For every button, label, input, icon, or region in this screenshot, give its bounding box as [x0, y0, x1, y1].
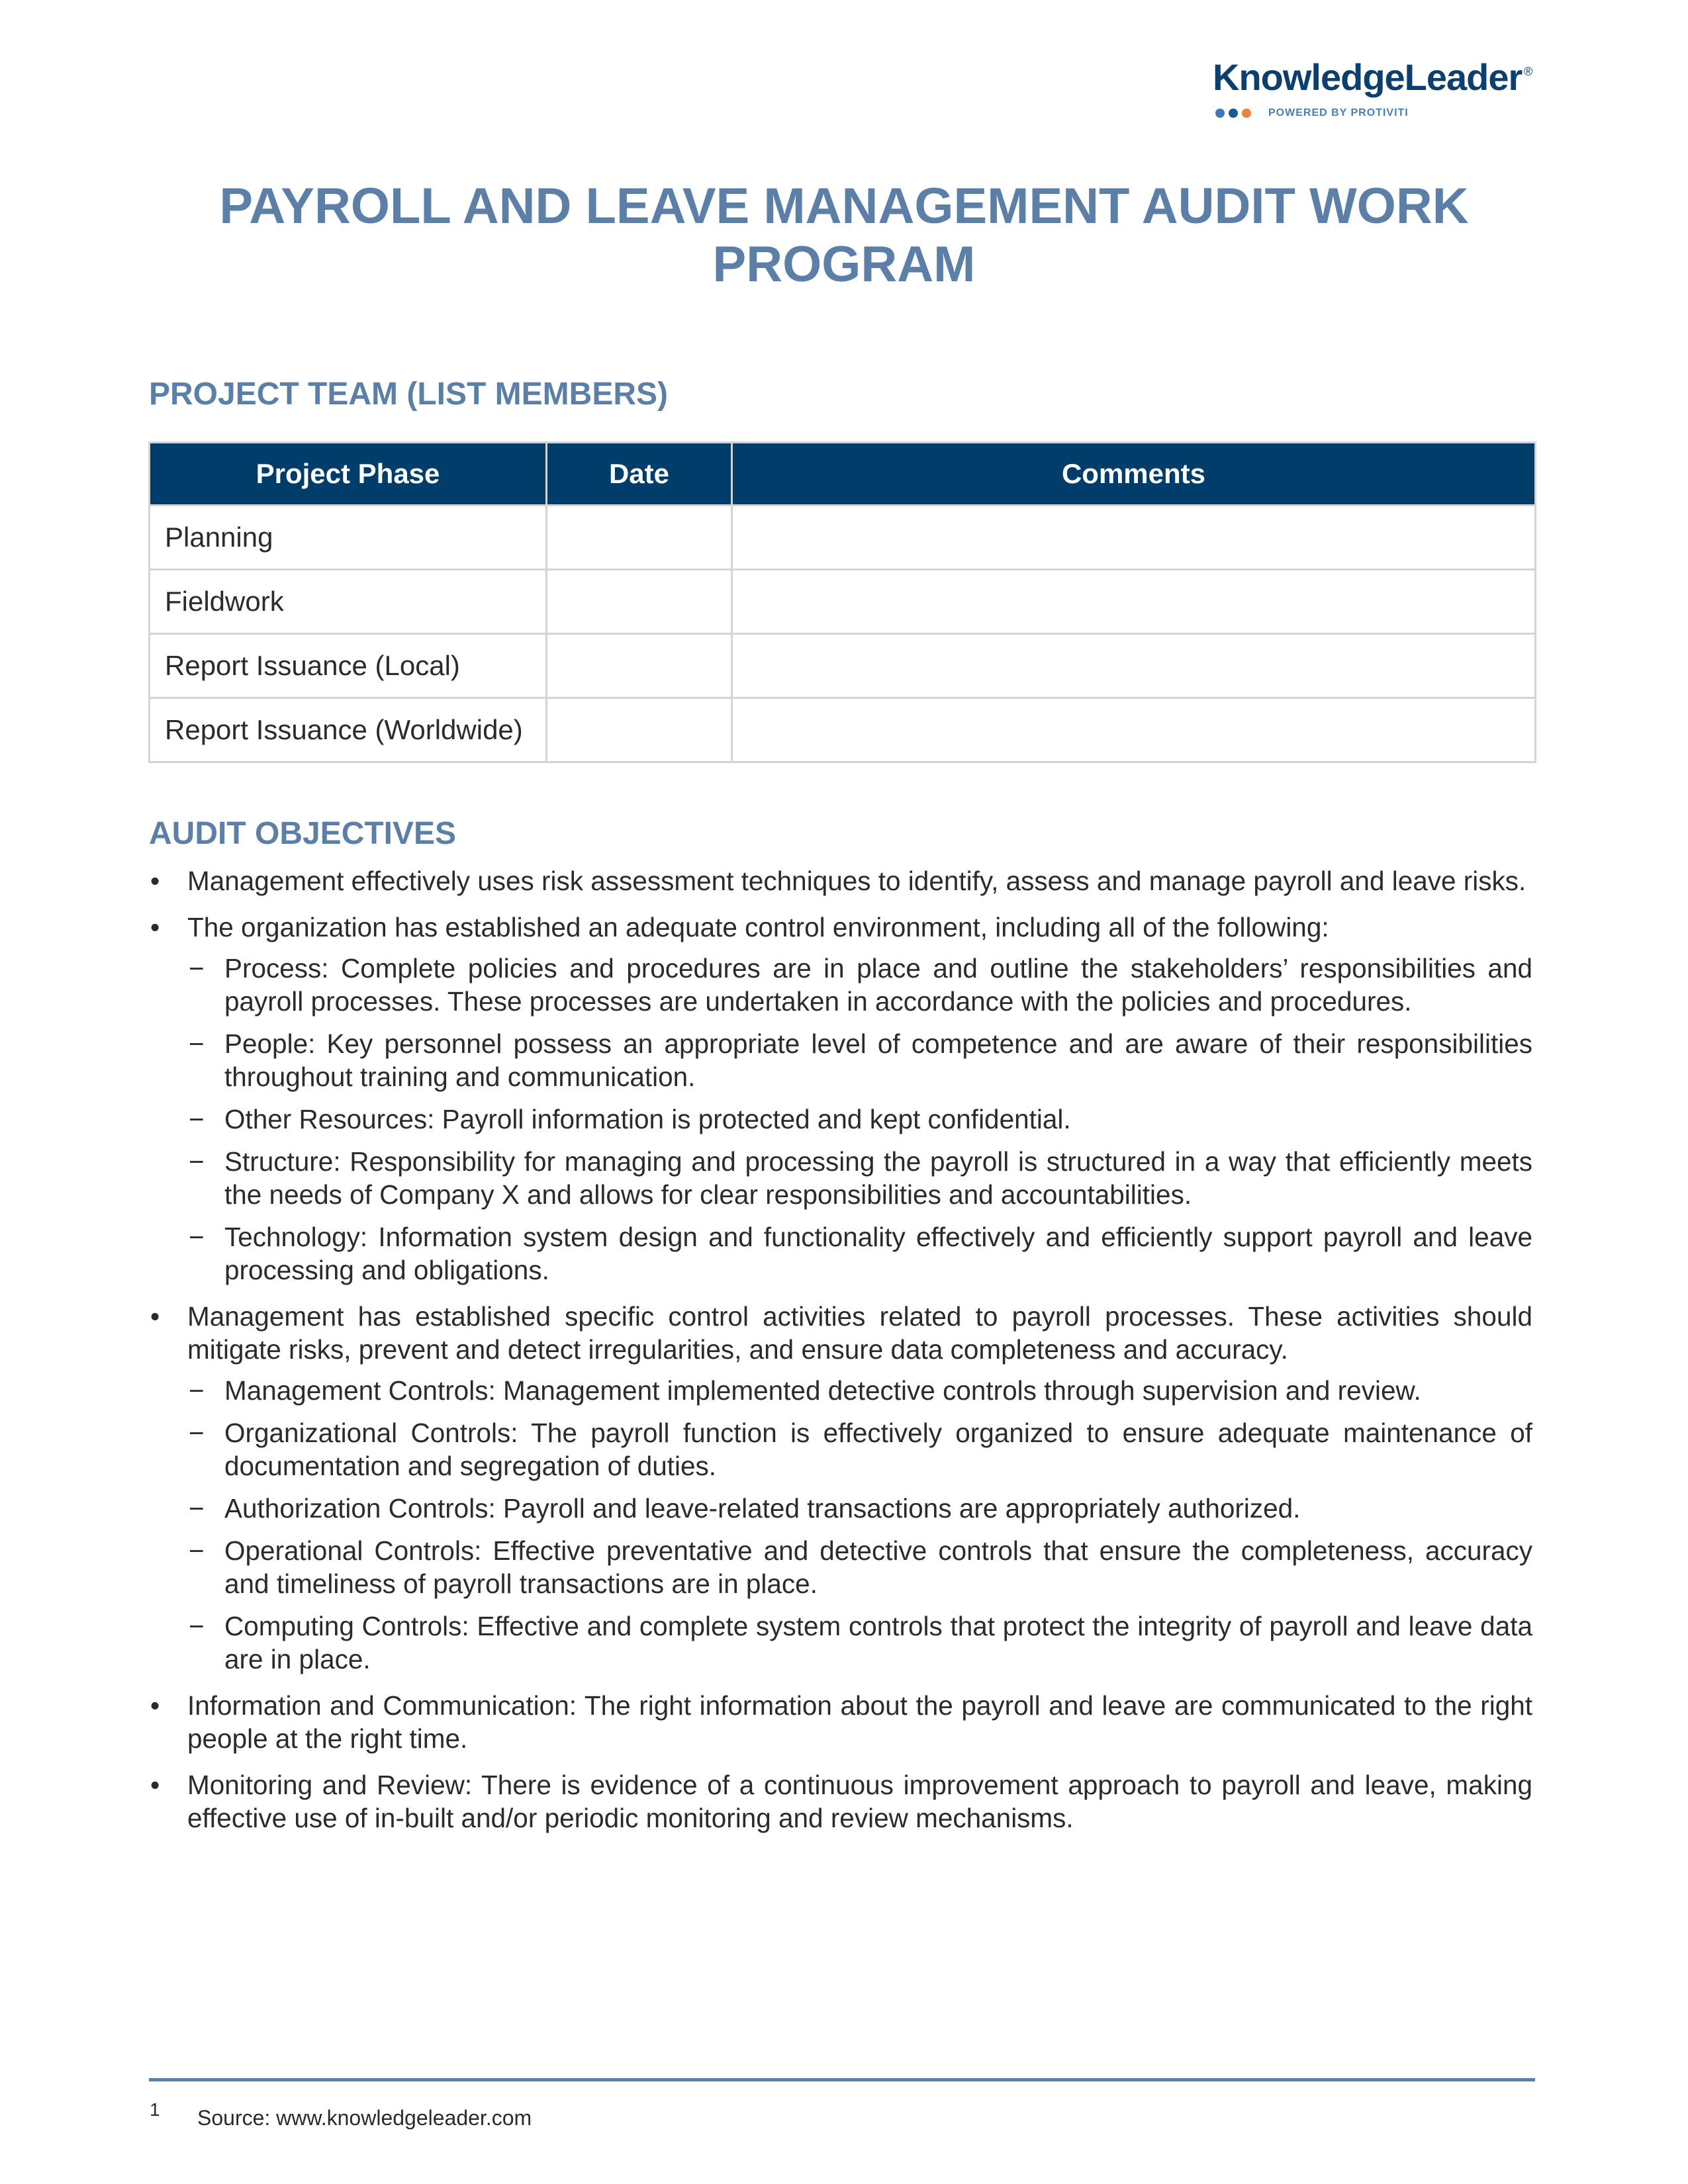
sub-objective-item: − Management Controls: Management implemented detective controls through supervision and review. [187, 1374, 1532, 1407]
objective-item [149, 1300, 1532, 1676]
table-row [150, 634, 1536, 698]
objective-item [149, 1768, 1532, 1835]
audit-objectives-list [149, 864, 1532, 1848]
page-title: PAYROLL AND LEAVE MANAGEMENT AUDIT WORK PROGRAM [219, 178, 1469, 293]
logo-tagline: POWERED BY PROTIVITI [1268, 107, 1409, 118]
sub-objective-item: − Computing Controls: Effective and complete system controls that protect the integrity of payroll and leave data are in place. [187, 1610, 1532, 1676]
objective-text: Information and Communication: The right information about the payroll and leave are communicated to the right people at the right time. [187, 1690, 1532, 1754]
column-header-date: Date [547, 443, 732, 506]
objective-item [149, 911, 1532, 1287]
comments-cell[interactable] [732, 634, 1536, 698]
footer-source-link[interactable]: Source: www.knowledgeleader.com [197, 2106, 532, 2130]
logo-registered-mark: ® [1524, 65, 1533, 78]
audit-objectives-heading: AUDIT OBJECTIVES [149, 816, 457, 851]
objective-text: Management effectively uses risk assessment techniques to identify, assess and manage payroll and leave risks. [187, 866, 1526, 896]
objective-sublist [187, 1374, 1532, 1676]
date-cell[interactable] [547, 698, 732, 762]
objective-sublist [187, 952, 1532, 1287]
page-number: 1 [150, 2099, 160, 2120]
date-cell[interactable] [547, 634, 732, 698]
phase-cell: Planning [150, 506, 547, 570]
objective-text: Management has established specific control activities related to payroll processes. These activities should mitigate risks, prevent and detect irregularities, and ensure data completeness and accuracy. [187, 1301, 1532, 1365]
comments-cell[interactable] [732, 570, 1536, 634]
comments-cell[interactable] [732, 698, 1536, 762]
column-header-project-phase: Project Phase [150, 443, 547, 506]
sub-objective-item: − Operational Controls: Effective preventative and detective controls that ensure the completeness, accuracy and timeliness of payroll transactions are in place. [187, 1534, 1532, 1600]
phase-cell: Report Issuance (Local) [150, 634, 547, 698]
comments-cell[interactable] [732, 506, 1536, 570]
knowledgeleader-logo [1213, 56, 1533, 122]
footer-divider [149, 2078, 1535, 2081]
logo-wordmark: KnowledgeLeader [1213, 56, 1523, 98]
table-row [150, 698, 1536, 762]
table-row [150, 506, 1536, 570]
sub-objective-item: − People: Key personnel possess an appropriate level of competence and are aware of their responsibilities throughout training and communication. [187, 1027, 1532, 1093]
sub-objective-item: − Technology: Information system design and functionality effectively and efficiently support payroll and leave processing and obligations. [187, 1220, 1532, 1287]
phase-cell: Fieldwork [150, 570, 547, 634]
date-cell[interactable] [547, 506, 732, 570]
objective-item [149, 864, 1532, 897]
project-team-heading: PROJECT TEAM (LIST MEMBERS) [149, 377, 669, 412]
objective-item [149, 1689, 1532, 1755]
objective-text: The organization has established an adequate control environment, including all of the following: [187, 912, 1329, 942]
date-cell[interactable] [547, 570, 732, 634]
logo-dots-icon [1215, 107, 1262, 119]
sub-objective-item: − Structure: Responsibility for managing and processing the payroll is structured in a way that efficiently meets the needs of Company X and allows for clear responsibilities and accountabilities. [187, 1145, 1532, 1211]
sub-objective-item: − Process: Complete policies and procedures are in place and outline the stakeholders’ responsibilities and payroll processes. These processes are undertaken in accordance with the policies and procedures. [187, 952, 1532, 1018]
sub-objective-item: − Other Resources: Payroll information is protected and kept confidential. [187, 1103, 1532, 1136]
sub-objective-item: − Organizational Controls: The payroll function is effectively organized to ensure adequate maintenance of documentation and segregation of duties. [187, 1416, 1532, 1482]
project-phase-table [148, 441, 1536, 763]
table-row [150, 570, 1536, 634]
objective-text: Monitoring and Review: There is evidence of a continuous improvement approach to payroll and leave, making effective use of in-built and/or periodic monitoring and review mechanisms. [187, 1770, 1532, 1833]
column-header-comments: Comments [732, 443, 1536, 506]
table-header-row [150, 443, 1536, 506]
phase-cell: Report Issuance (Worldwide) [150, 698, 547, 762]
sub-objective-item: − Authorization Controls: Payroll and leave-related transactions are appropriately authorized. [187, 1492, 1532, 1525]
